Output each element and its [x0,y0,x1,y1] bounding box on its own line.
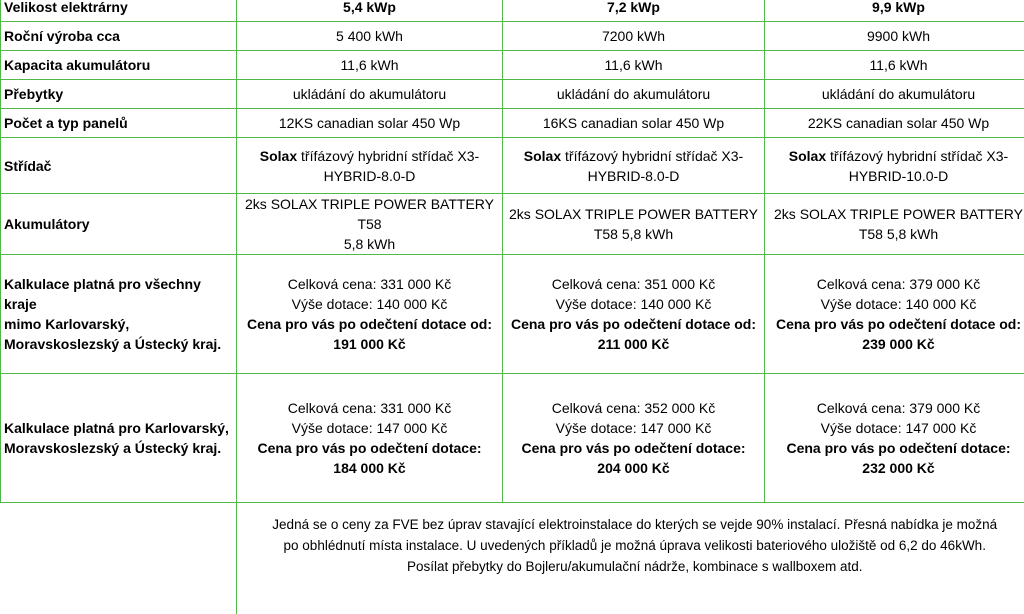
battery-desc-line1: 2ks SOLAX TRIPLE POWER BATTERY [774,206,1023,222]
value-battery-capacity-3: 11,6 kWh [765,51,1024,80]
label-batteries: Akumulátory [1,194,237,255]
price-after-subsidy: 191 000 Kč [333,336,405,352]
price-after-subsidy-label: Cena pro vás po odečtení dotace: [257,440,481,456]
total-price: Celková cena: 331 000 Kč [288,276,451,292]
battery-desc-line1: 2ks SOLAX TRIPLE POWER BATTERY [509,206,758,222]
price-after-subsidy-label: Cena pro vás po odečtení dotace: [786,440,1010,456]
inverter-brand: Solax [524,148,561,164]
value-batteries-3 [765,194,1024,255]
battery-desc-line2: T58 5,8 kWh [594,226,673,242]
row-calc-general [1,255,1024,374]
row-calc-regions [1,374,1024,503]
inverter-desc-line2: HYBRID-8.0-D [324,168,416,184]
value-plant-size-2: 7,2 kWp [503,0,765,22]
price-after-subsidy: 239 000 Kč [862,336,934,352]
price-after-subsidy-label: Cena pro vás po odečtení dotace: [521,440,745,456]
subsidy: Výše dotace: 140 000 Kč [556,296,712,312]
inverter-brand: Solax [260,148,297,164]
row-batteries [1,194,1024,255]
calc-regions-label-line1: Kalkulace platná pro Karlovarský, [4,420,229,436]
row-panels [1,109,1024,138]
value-panels-3: 22KS canadian solar 450 Wp [765,109,1024,138]
price-after-subsidy: 184 000 Kč [333,460,405,476]
value-panels-1: 12KS canadian solar 450 Wp [237,109,503,138]
subsidy: Výše dotace: 147 000 Kč [292,420,448,436]
value-inverter-2 [503,138,765,194]
price-after-subsidy-label: Cena pro vás po odečtení dotace od: [247,316,492,332]
row-note [1,503,1024,614]
price-after-subsidy: 232 000 Kč [862,460,934,476]
row-plant-size [1,0,1024,22]
value-annual-production-3: 9900 kWh [765,22,1024,51]
subsidy: Výše dotace: 140 000 Kč [821,296,977,312]
value-batteries-2 [503,194,765,255]
inverter-desc-line1: třífázový hybridní střídač X3- [301,148,479,164]
inverter-desc-line2: HYBRID-8.0-D [588,168,680,184]
subsidy: Výše dotace: 147 000 Kč [556,420,712,436]
value-batteries-1 [237,194,503,255]
note-line3: Posílat přebytky do Bojleru/akumulační nádrže, kombinace s wallboxem atd. [407,559,862,574]
note-cell [237,503,1024,614]
value-calc-regions-3 [765,374,1024,503]
subsidy: Výše dotace: 140 000 Kč [292,296,448,312]
note-line2: po obhlédnutí místa instalace. U uvedených příkladů je možná úprava velikosti bateriového uložiště od 6,2 do 46kWh. [284,538,986,553]
label-surplus: Přebytky [1,80,237,109]
note-blank-cell [1,503,237,614]
row-annual-production [1,22,1024,51]
label-annual-production: Roční výroba cca [1,22,237,51]
inverter-desc-line1: třífázový hybridní střídač X3- [830,148,1008,164]
value-inverter-1 [237,138,503,194]
inverter-brand: Solax [789,148,826,164]
value-calc-general-2 [503,255,765,374]
value-calc-general-3 [765,255,1024,374]
value-inverter-3 [765,138,1024,194]
battery-desc-line2: 5,8 kWh [344,236,395,252]
value-panels-2: 16KS canadian solar 450 Wp [503,109,765,138]
label-plant-size: Velikost elektrárny [1,0,237,22]
value-calc-regions-2 [503,374,765,503]
total-price: Celková cena: 379 000 Kč [817,400,980,416]
price-after-subsidy: 204 000 Kč [597,460,669,476]
calc-regions-label-line2: Moravskoslezský a Ústecký kraj. [4,440,221,456]
label-inverter: Střídač [1,138,237,194]
label-calc-general [1,255,237,374]
value-plant-size-1: 5,4 kWp [237,0,503,22]
row-battery-capacity [1,51,1024,80]
subsidy: Výše dotace: 147 000 Kč [821,420,977,436]
price-after-subsidy: 211 000 Kč [598,336,670,352]
calc-general-label-line3: Moravskoslezský a Ústecký kraj. [4,336,221,352]
note-line1: Jedná se o ceny za FVE bez úprav stavající elektroinstalace do kterých se vejde 90% instalací. Přesná nabídka je možná [272,517,997,532]
value-surplus-3: ukládání do akumulátoru [765,80,1024,109]
row-surplus [1,80,1024,109]
price-after-subsidy-label: Cena pro vás po odečtení dotace od: [511,316,756,332]
inverter-desc-line2: HYBRID-10.0-D [849,168,949,184]
total-price: Celková cena: 331 000 Kč [288,400,451,416]
label-calc-regions [1,374,237,503]
battery-desc-line1: 2ks SOLAX TRIPLE POWER BATTERY T58 [245,196,494,232]
label-battery-capacity: Kapacita akumulátoru [1,51,237,80]
total-price: Celková cena: 379 000 Kč [817,276,980,292]
inverter-desc-line1: třífázový hybridní střídač X3- [565,148,743,164]
total-price: Celková cena: 352 000 Kč [552,400,715,416]
value-annual-production-2: 7200 kWh [503,22,765,51]
value-calc-general-1 [237,255,503,374]
price-after-subsidy-label: Cena pro vás po odečtení dotace od: [776,316,1021,332]
total-price: Celková cena: 351 000 Kč [552,276,715,292]
value-surplus-2: ukládání do akumulátoru [503,80,765,109]
value-calc-regions-1 [237,374,503,503]
value-annual-production-1: 5 400 kWh [237,22,503,51]
value-surplus-1: ukládání do akumulátoru [237,80,503,109]
calc-general-label-line1: Kalkulace platná pro všechny kraje [4,276,201,312]
row-inverter [1,138,1024,194]
calc-general-label-line2: mimo Karlovarský, [4,316,129,332]
label-panels: Počet a typ panelů [1,109,237,138]
value-battery-capacity-1: 11,6 kWh [237,51,503,80]
value-plant-size-3: 9,9 kWp [765,0,1024,22]
value-battery-capacity-2: 11,6 kWh [503,51,765,80]
battery-desc-line2: T58 5,8 kWh [859,226,938,242]
